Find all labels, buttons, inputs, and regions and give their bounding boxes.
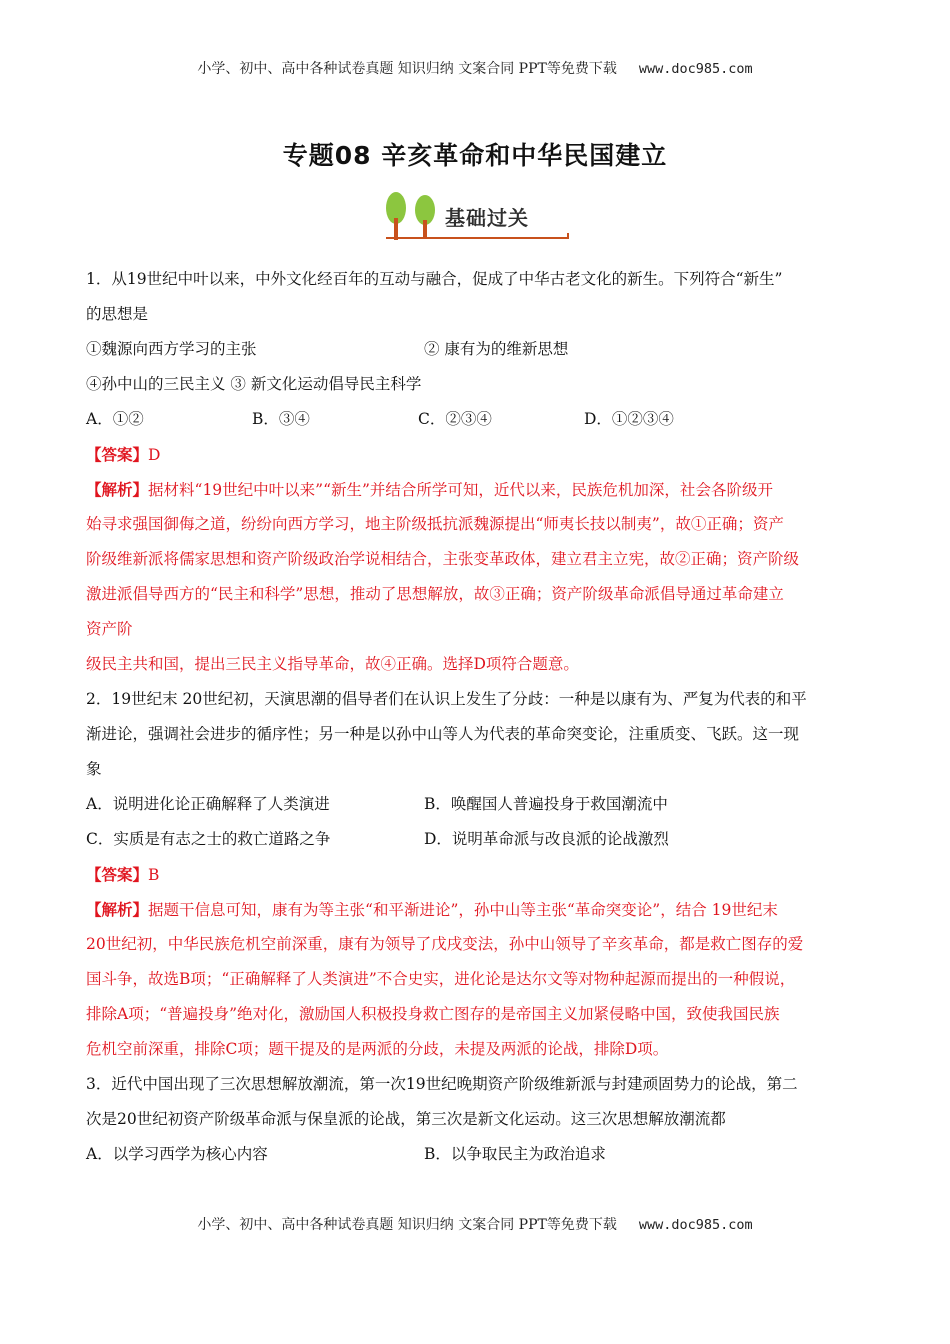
q2-analysis-line4: 排除A项；“普遍投身”绝对化，激励国人积极投身救亡图存的是帝国主义加紧侵略中国，致使我国民族 [86,1005,780,1023]
q1-analysis-line5: 资产阶 [86,620,133,638]
q1-item-3: ④孙中山的三民主义 ③ 新文化运动倡导民主科学 [86,375,422,393]
q1-stem-line1: 1．从19世纪中叶以来，中外文化经百年的互动与融合，促成了中华古老文化的新生。下列符合“新生” [86,270,783,288]
q2-answer [86,857,868,892]
q1-analysis-line1 [86,472,868,507]
q3-option-a[interactable]: A．以学习西学为核心内容 [86,1145,268,1163]
q2-stem-line2: 渐进论，强调社会进步的循序性；另一种是以孙中山等人为代表的革命突变论，注重质变、飞跃。这一现 [86,725,800,743]
q3-stem-line1: 3．近代中国出现了三次思想解放潮流，第一次19世纪晚期资产阶级维新派与封建顽固势力的论战，第二 [86,1075,798,1093]
page-footer [0,1214,950,1234]
q2-analysis-line5: 危机空前深重，排除C项；题干提及的是两派的分歧，未提及两派的论战，排除D项。 [86,1040,669,1058]
q2-option-c[interactable]: C．实质是有志之士的救亡道路之争 [86,830,331,848]
q1-analysis-line3: 阶级维新派将儒家思想和资产阶级政治学说相结合，主张变革政体，建立君主立宪，故②正确；资产阶级 [86,550,800,568]
q1-options [86,402,868,437]
q2-stem-line3: 象 [86,760,102,778]
q3-option-b[interactable]: B．以争取民主为政治追求 [424,1145,606,1163]
q2-analysis-tag: 【解析】 [86,900,149,919]
question-content [86,262,868,1172]
q2-stem-line1: 2．19世纪末 20世纪初，天演思潮的倡导者们在认识上发生了分歧：一种是以康有为、严复为代表的和平 [86,690,807,708]
q1-items-row1 [86,332,868,367]
footer-text: 小学、初中、高中各种试卷真题 知识归纳 文案合同 PPT等免费下载 [197,1217,617,1233]
q2-option-b[interactable]: B．唤醒国人普遍投身于救国潮流中 [424,795,668,813]
q1-item-1: ①魏源向西方学习的主张 [86,340,257,358]
header-text: 小学、初中、高中各种试卷真题 知识归纳 文案合同 PPT等免费下载 [197,61,617,77]
q2-option-a[interactable]: A．说明进化论正确解释了人类演进 [86,795,330,813]
q2-analysis-line3: 国斗争，故选B项；“正确解释了人类演进”不合史实，进化论是达尔文等对物种起源而提出的一种假说， [86,970,796,988]
header-site[interactable]: www.doc985.com [638,61,753,77]
q1-stem-line2: 的思想是 [86,305,149,323]
q1-analysis-text: 据材料“19世纪中叶以来”“新生”并结合所学可知，近代以来，民族危机加深，社会各阶级开 [148,481,773,499]
section-badge [383,190,573,240]
q1-analysis-line6: 级民主共和国，提出三民主义指导革命，故④正确。选择D项符合题意。 [86,655,579,673]
q1-answer-value: D [148,446,161,464]
q1-analysis-line4: 激进派倡导西方的“民主和科学”思想，推动了思想解放，故③正确；资产阶级革命派倡导通过革命建立 [86,585,784,603]
q2-analysis-line2: 20世纪初，中华民族危机空前深重，康有为领导了戊戌变法，孙中山领导了辛亥革命，都是救亡图存的爱 [86,935,804,953]
q3-stem-line2: 次是20世纪初资产阶级革命派与保皇派的论战，第三次是新文化运动。这三次思想解放潮流都 [86,1110,726,1128]
q1-option-b[interactable]: B．③④ [252,410,310,428]
page-header [0,58,950,78]
q2-answer-tag: 【答案】 [86,865,149,884]
q2-options-row1 [86,787,868,822]
q2-answer-value: B [148,866,160,884]
q1-item-2: ② 康有为的维新思想 [424,340,569,358]
q1-analysis-tag: 【解析】 [86,480,149,499]
q1-option-d[interactable]: D．①②③④ [584,410,674,428]
q2-options-row2 [86,822,868,857]
q1-answer-tag: 【答案】 [86,445,149,464]
page-title: 专题08 辛亥革命和中华民国建立 [282,141,668,170]
q1-option-a[interactable]: A．①② [86,410,144,428]
q2-analysis-text: 据题干信息可知，康有为等主张“和平渐进论”，孙中山等主张“革命突变论”，结合 19世纪末 [148,901,778,919]
q2-option-d[interactable]: D．说明革命派与改良派的论战激烈 [424,830,669,848]
q1-answer [86,437,868,472]
q3-options-row1 [86,1137,868,1172]
q2-analysis-line1 [86,892,868,927]
q1-option-c[interactable]: C．②③④ [418,410,492,428]
q1-analysis-line2: 始寻求强国御侮之道，纷纷向西方学习，地主阶级抵抗派魏源提出“师夷长技以制夷”，故①正确；资产 [86,515,784,533]
footer-site[interactable]: www.doc985.com [638,1217,753,1233]
section-badge-label: 基础过关 [445,206,529,230]
